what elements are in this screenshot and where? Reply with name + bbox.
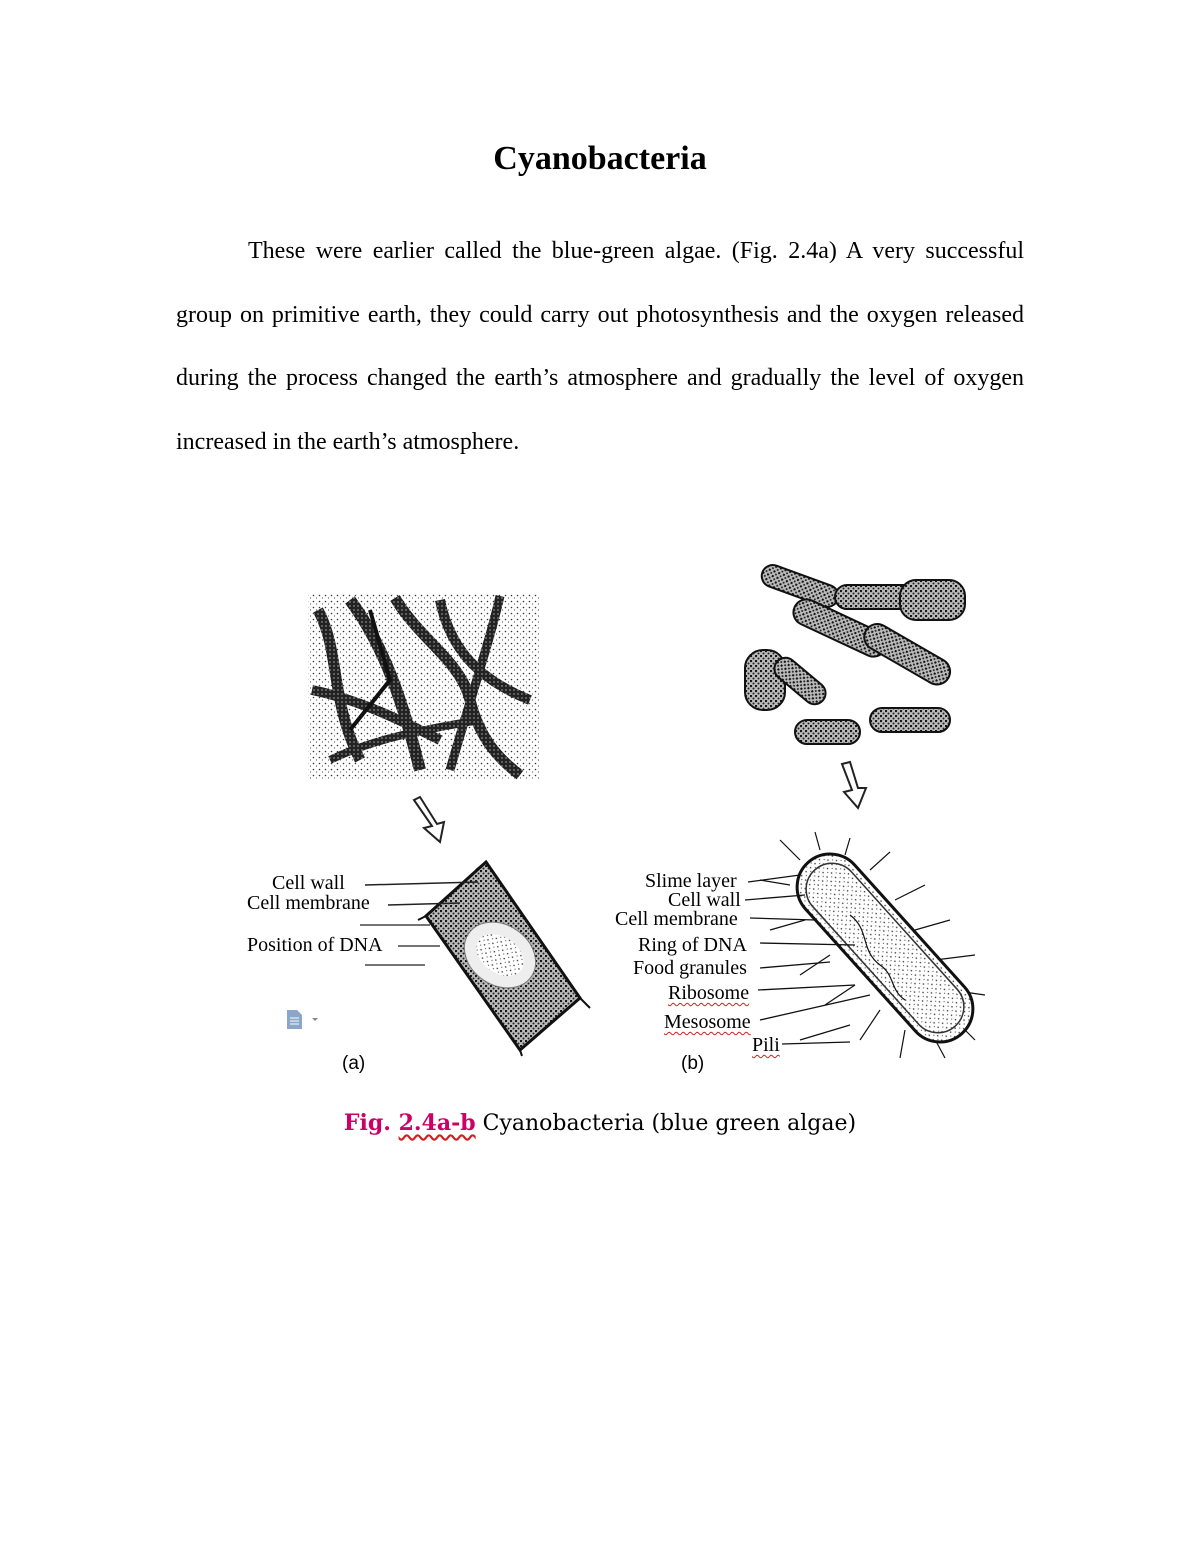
body-paragraph: These were earlier called the blue-green algae. (Fig. 2.4a) A very successful group on primitive earth, they could carry out photosynthesis and the oxygen released during the process changed the earth’s atmosphere and gradually the level of oxygen increased in the earth’s atmosphere. xyxy=(176,238,1024,455)
caption-fig-ref xyxy=(344,1110,476,1136)
figure-caption xyxy=(0,1110,1200,1136)
sublabel-a: (a) xyxy=(342,1053,366,1074)
label-ribosome: Ribosome xyxy=(668,982,750,1004)
caption-text: Cyanobacteria (blue green algae) xyxy=(475,1111,857,1136)
micrograph-a xyxy=(308,594,540,780)
sublabel-b: (b) xyxy=(681,1053,705,1074)
label-cell-wall-a: Cell wall xyxy=(272,872,345,894)
label-pili: Pili xyxy=(752,1034,780,1056)
cell-diagram-a xyxy=(360,862,590,1056)
label-cell-membrane-b: Cell membrane xyxy=(615,908,738,930)
label-ring-dna: Ring of DNA xyxy=(638,934,747,956)
caption-fig-word: Fig. xyxy=(343,1110,391,1136)
caption-fig-number: 2.4a-b xyxy=(398,1110,476,1136)
arrow-down-icon xyxy=(414,797,444,842)
cell-diagram-b xyxy=(745,832,986,1058)
label-cell-wall-b: Cell wall xyxy=(668,889,741,911)
label-mesosome: Mesosome xyxy=(664,1011,751,1033)
page-title: Cyanobacteria xyxy=(493,140,707,177)
label-slime-layer: Slime layer xyxy=(645,870,737,892)
micrograph-b xyxy=(740,562,970,757)
document-icon[interactable] xyxy=(287,1010,318,1029)
label-food-granules: Food granules xyxy=(633,957,747,979)
label-position-dna: Position of DNA xyxy=(247,934,383,956)
label-cell-membrane-a: Cell membrane xyxy=(247,892,370,914)
arrow-down-icon xyxy=(842,762,866,808)
